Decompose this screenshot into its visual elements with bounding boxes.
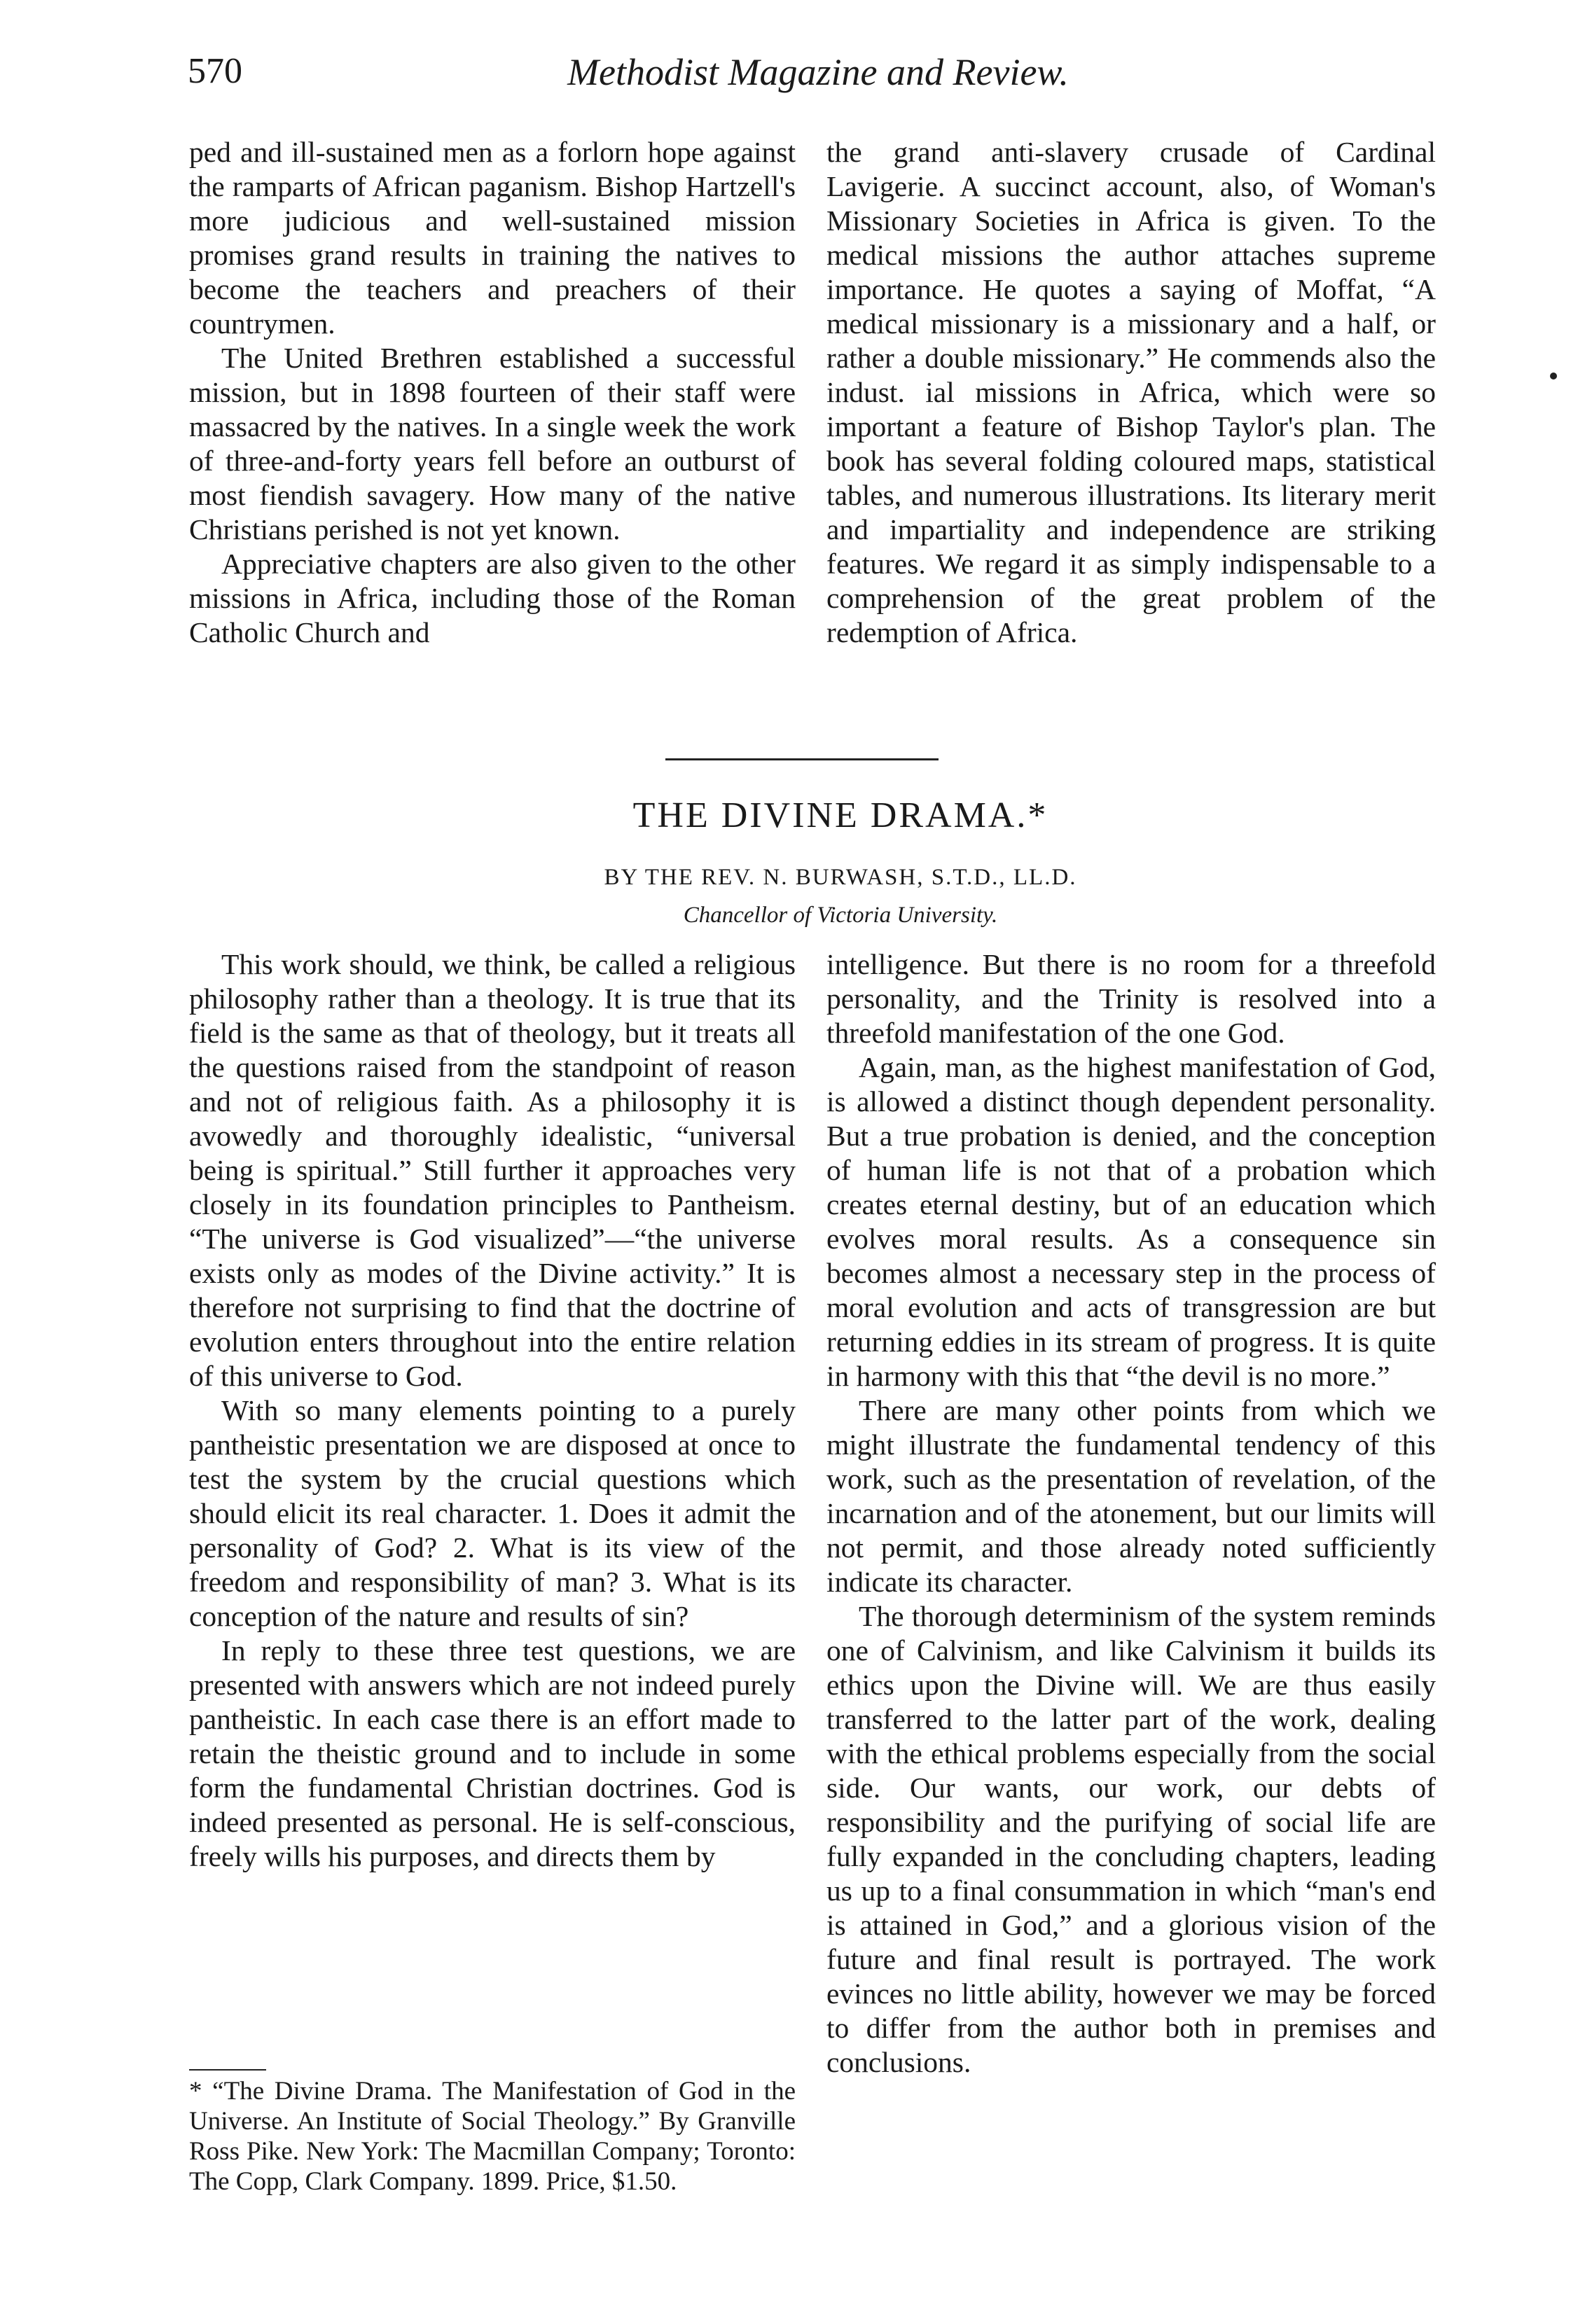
- paragraph: the grand anti-slavery crusade of Cardinal Lavigerie. A succinct account, also, of Woman's Missionary Societies in Africa is given. To the medical missions the author attaches supreme importance. He quotes a saying of Moffat, “A medical missionary is a missionary and a half, or rather a double missionary.” He commends also the indust. ial missions in Africa, which were so important a feature of Bishop Taylor's plan. The book has several folding coloured maps, statistical tables, and numerous illustrations. Its literary merit and impartiality and independence are striking features. We regard it as simply indispensable to a comprehension of the great problem of the redemption of Africa.: [826, 136, 1436, 648]
- previous-article-left-column: [189, 135, 796, 650]
- paragraph: ped and ill-sustained men as a forlorn hope against the ramparts of African paganism. Bishop Hartzell's more judicious and well-sustained mission promises grand results in training the natives to become the teachers and preachers of their countrymen.: [189, 136, 796, 340]
- previous-article-right-column: [826, 135, 1436, 650]
- paragraph: The thorough determinism of the system reminds one of Calvinism, and like Calvinism it builds its ethics upon the Divine will. We are thus easily transferred to the latter part of the work, dealing with the ethical problems especially from the social side. Our wants, our work, our debts of responsibility and the purifying of social life are fully expanded in the concluding chapters, leading us up to a final consummation in which “man's end is attained in God,” and a glorious vision of the future and final result is portrayed. The work evinces no little ability, however we may be forced to differ from the author both in premises and conclusions.: [826, 1600, 1436, 2078]
- paragraph: intelligence. But there is no room for a threefold personality, and the Trinity is resolved into a threefold manifestation of the one God.: [826, 948, 1436, 1049]
- running-title: Methodist Magazine and Review.: [567, 51, 1069, 93]
- paragraph: This work should, we think, be called a religious philosophy rather than a theology. It is true that its field is the same as that of theology, but it treats all the questions raised from the standpoint of reason and not of religious faith. As a philosophy it is avowedly and thoroughly idealistic, “universal being is spiritual.” Still further it approaches very closely in its foundation principles to Pantheism. “The universe is God visualized”—“the universe exists only as modes of the Divine activity.” It is therefore not surprising to find that the doctrine of evolution enters throughout into the entire relation of this universe to God.: [189, 948, 796, 1392]
- paragraph: The United Brethren established a successful mission, but in 1898 fourteen of their staff were massacred by the natives. In a single week the work of three-and-forty years fell before an outburst of most fiendish savagery. How many of the native Christians perished is not yet known.: [189, 342, 796, 545]
- footnote: * “The Divine Drama. The Manifestation of God in the Universe. An Institute of Social Theology.” By Granville Ross Pike. New York: The Macmillan Company; Toronto: The Copp, Clark Company. 1899. Price, $1.50.: [189, 2077, 796, 2196]
- section-divider: [665, 758, 939, 760]
- print-speck: [1550, 373, 1557, 380]
- paragraph: Appreciative chapters are also given to the other missions in Africa, including those of the Roman Catholic Church and: [189, 548, 796, 648]
- page-header: [188, 50, 1448, 106]
- paragraph: With so many elements pointing to a purely pantheistic presentation we are disposed at once to test the system by the crucial questions which should elicit its real character. 1. Does it admit the personality of God? 2. What is its view of the freedom and responsibility of man? 3. What is its conception of the nature and results of sin?: [189, 1394, 796, 1632]
- page-number: 570: [188, 51, 242, 91]
- article-byline: BY THE REV. N. BURWASH, S.T.D., LL.D.: [604, 865, 1077, 890]
- author-affiliation: Chancellor of Victoria University.: [683, 903, 998, 928]
- article-left-column: [189, 947, 796, 1874]
- paragraph: There are many other points from which we might illustrate the fundamental tendency of this work, such as the presentation of revelation, of the incarnation and of the atonement, but our limits will not permit, and those already noted sufficiently indicate its character.: [826, 1394, 1436, 1598]
- article-right-column: [826, 947, 1436, 2080]
- paragraph: In reply to these three test questions, we are presented with answers which are not indeed purely pantheistic. In each case there is an effort made to retain the theistic ground and to include in some form the fundamental Christian doctrines. God is indeed presented as personal. He is self-conscious, freely wills his purposes, and directs them by: [189, 1634, 796, 1872]
- article-title: THE DIVINE DRAMA.*: [632, 795, 1048, 835]
- footnote-divider: [189, 2069, 266, 2071]
- paragraph: Again, man, as the highest manifestation of God, is allowed a distinct though dependent personality. But a true probation is denied, and the conception of human life is not that of a probation which creates eternal destiny, but of an education which evolves moral results. As a consequence sin becomes almost a necessary step in the process of moral evolution and acts of transgression are but returning eddies in its stream of progress. It is quite in harmony with this that “the devil is no more.”: [826, 1051, 1436, 1392]
